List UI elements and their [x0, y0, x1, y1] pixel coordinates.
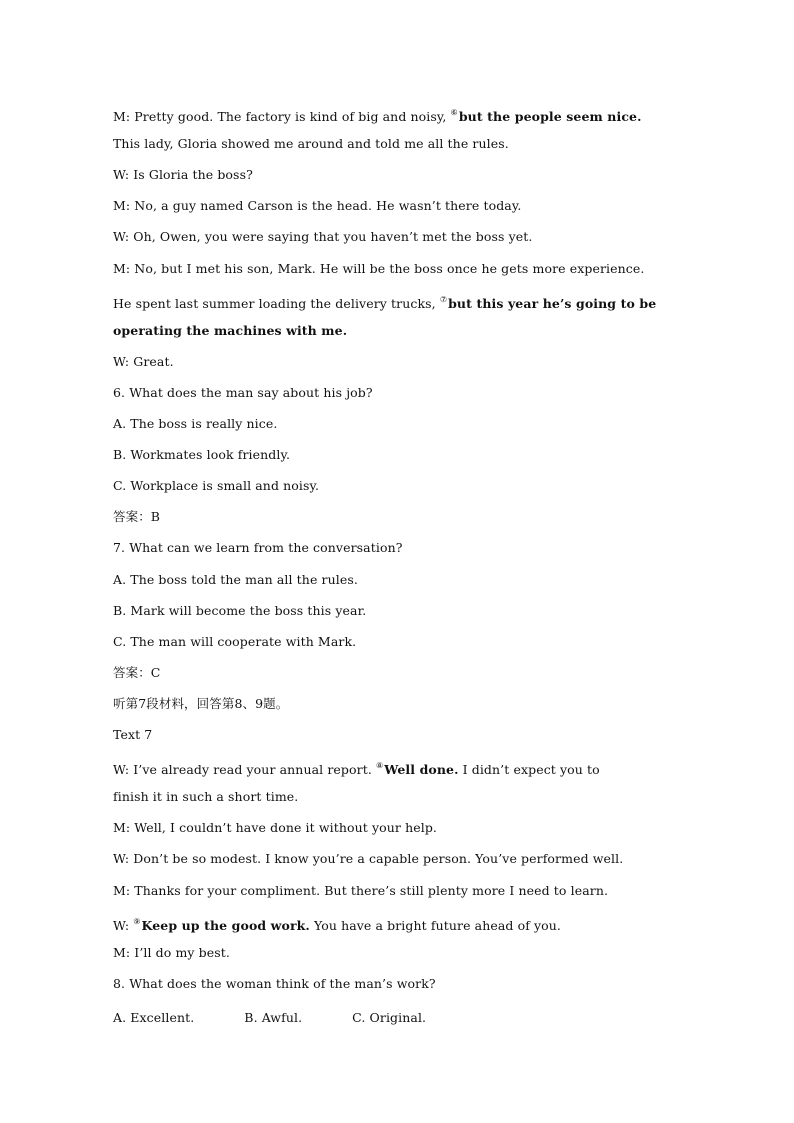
text-line — [113, 975, 713, 993]
q8-options — [113, 1009, 713, 1027]
q8-option-a: A. Excellent. — [113, 1010, 195, 1025]
text-pre: This lady, Gloria showed me around and told me all the rules. — [113, 136, 509, 152]
text-pre: C. Workplace is small and noisy. — [113, 478, 320, 494]
text-line — [113, 602, 713, 620]
text-pre: A. The boss is really nice. — [113, 416, 278, 431]
text-line — [113, 322, 713, 340]
text-pre: W: Don’t be so modest. I know you’re a capable person. You’ve performed well. — [113, 851, 624, 867]
text-line — [113, 819, 713, 837]
text-bold: Keep up the good work. — [141, 917, 310, 933]
text-line — [113, 228, 713, 246]
text-line — [113, 353, 713, 371]
text-pre: 答案：B — [113, 509, 161, 525]
text-pre: W: Oh, Owen, you were saying that you haven’t met the boss yet. — [113, 229, 533, 245]
text-pre: M: No, but I met his son, Mark. He will be the boss once he gets more experience. — [113, 260, 645, 276]
text-line — [113, 726, 713, 744]
text-pre: B. Mark will become the boss this year. — [113, 602, 367, 618]
text-post: You have a bright future ahead of you. — [309, 917, 562, 933]
text-pre: M: Well, I couldn’t have done it without your help. — [113, 820, 437, 836]
text-line — [113, 104, 713, 126]
annotation-marker-icon: ⑥ — [450, 108, 458, 117]
text-line — [113, 415, 713, 433]
text-bold: but the people seem nice. — [458, 109, 642, 124]
q8-option-b: B. Awful. — [244, 1010, 303, 1025]
annotation-marker-icon: ⑦ — [439, 294, 448, 304]
annotation-marker-icon: ⑨ — [133, 916, 141, 926]
text-pre: W: Great. — [113, 353, 174, 369]
text-bold: Well done. — [384, 762, 459, 778]
text-pre: 7. What can we learn from the conversation? — [113, 540, 403, 556]
text-bold: but this year he’s going to be — [448, 295, 657, 311]
text-line — [113, 291, 713, 313]
text-line — [113, 539, 713, 557]
text-line — [113, 571, 713, 589]
text-line — [113, 477, 713, 495]
text-line — [113, 446, 713, 464]
text-line — [113, 166, 713, 184]
text-line — [113, 508, 713, 526]
text-pre: 答案：C — [113, 664, 161, 680]
text-line — [113, 633, 713, 651]
text-pre: A. The boss told the man all the rules. — [113, 571, 358, 587]
text-pre: M: No, a guy named Carson is the head. He wasn’t there today. — [113, 198, 522, 214]
text-pre: Text 7 — [113, 727, 153, 742]
text-line — [113, 944, 713, 962]
text-bold: operating the machines with me. — [113, 322, 348, 338]
text-line — [113, 850, 713, 868]
text-line — [113, 788, 713, 806]
text-pre: finish it in such a short time. — [113, 789, 299, 805]
text-line — [113, 695, 713, 713]
text-pre: W: — [113, 917, 134, 933]
text-pre: B. Workmates look friendly. — [113, 447, 291, 463]
text-line — [113, 757, 713, 779]
text-pre: W: I’ve already read your annual report. — [113, 762, 376, 778]
text-line — [113, 197, 713, 215]
text-line — [113, 913, 713, 935]
text-pre: He spent last summer loading the delivery trucks, — [113, 295, 440, 311]
text-pre: W: Is Gloria the boss? — [113, 167, 253, 183]
text-pre: 听第7段材料，回答第8、9题。 — [113, 695, 289, 711]
text-pre: M: Pretty good. The factory is kind of big and noisy, — [113, 109, 451, 124]
text-line — [113, 384, 713, 402]
text-post: I didn’t expect you to — [458, 762, 600, 778]
text-pre: M: Thanks for your compliment. But there’s still plenty more I need to learn. — [113, 882, 609, 898]
text-pre: 8. What does the woman think of the man’s work? — [113, 975, 436, 991]
text-line — [113, 664, 713, 682]
text-line — [113, 260, 713, 278]
text-line — [113, 882, 713, 900]
q8-option-c: C. Original. — [352, 1010, 427, 1025]
text-line — [113, 135, 713, 153]
annotation-marker-icon: ⑧ — [375, 761, 384, 771]
text-pre: 6. What does the man say about his job? — [113, 384, 373, 400]
text-pre: M: I’ll do my best. — [113, 944, 230, 960]
text-pre: C. The man will cooperate with Mark. — [113, 633, 357, 649]
